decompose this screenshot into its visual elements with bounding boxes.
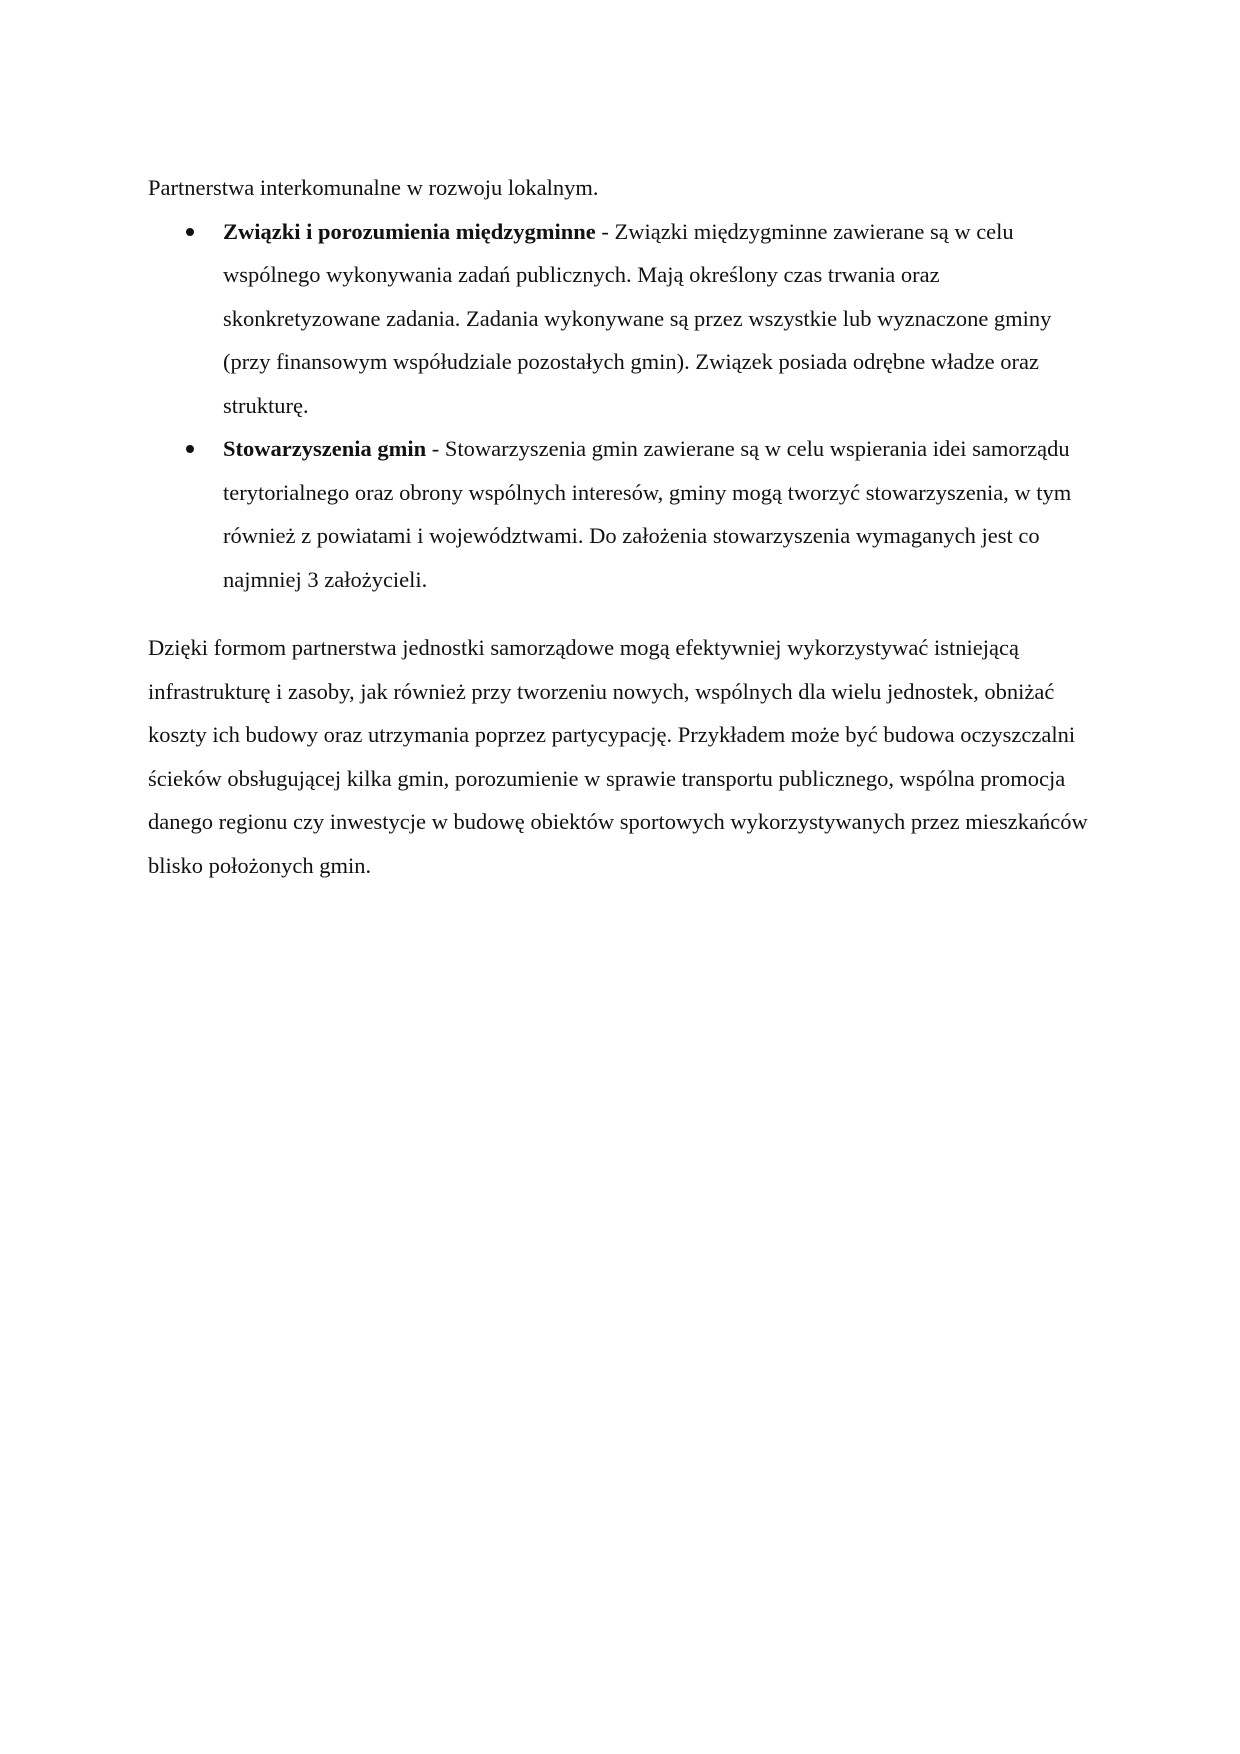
bullet-dot-icon xyxy=(186,445,194,453)
bullet-list xyxy=(148,210,1088,602)
bullet-term: Związki i porozumienia międzygminne xyxy=(223,218,596,244)
bullet-item-zwiazki xyxy=(148,210,1088,428)
bullet-text: Związki międzygminne zawierane są w celu wspólnego wykonywania zadań publicznych. Mają określony czas trwania oraz skonkretyzowane zadania. Zadania wykonywane są przez wszystkie lub wyznaczone gminy (przy finansowym współudziale pozostałych gmin). Związek posiada odrębne władze oraz strukturę. xyxy=(223,218,1052,418)
bullet-item-stowarzyszenia xyxy=(148,427,1088,601)
bullet-separator: - xyxy=(426,436,445,461)
document-title: Partnerstwa interkomunalne w rozwoju lokalnym. xyxy=(148,175,599,200)
bullet-separator: - xyxy=(595,218,615,244)
body-paragraph: Dzięki formom partnerstwa jednostki samorządowe mogą efektywniej wykorzystywać istniejącą infrastrukturę i zasoby, jak również przy tworzeniu nowych, wspólnych dla wielu jednostek, obniżać koszty ich budowy oraz utrzymania poprzez partycypację. Przykładem może być budowa oczyszczalni ścieków obsługującej kilka gmin, porozumienie w sprawie transportu publicznego, wspólna promocja danego regionu czy inwestycje w budowę obiektów sportowych wykorzystywanych przez mieszkańców blisko położonych gmin. xyxy=(148,635,1088,878)
bullet-text: Stowarzyszenia gmin zawierane są w celu wspierania idei samorządu terytorialnego oraz obrony wspólnych interesów, gminy mogą tworzyć stowarzyszenia, w tym również z powiatami i województwami. Do założenia stowarzyszenia wymaganych jest co najmniej 3 założycieli. xyxy=(223,436,1072,592)
document-content xyxy=(148,166,1088,887)
bullet-dot-icon xyxy=(186,228,194,236)
bullet-term: Stowarzyszenia gmin xyxy=(223,436,427,461)
